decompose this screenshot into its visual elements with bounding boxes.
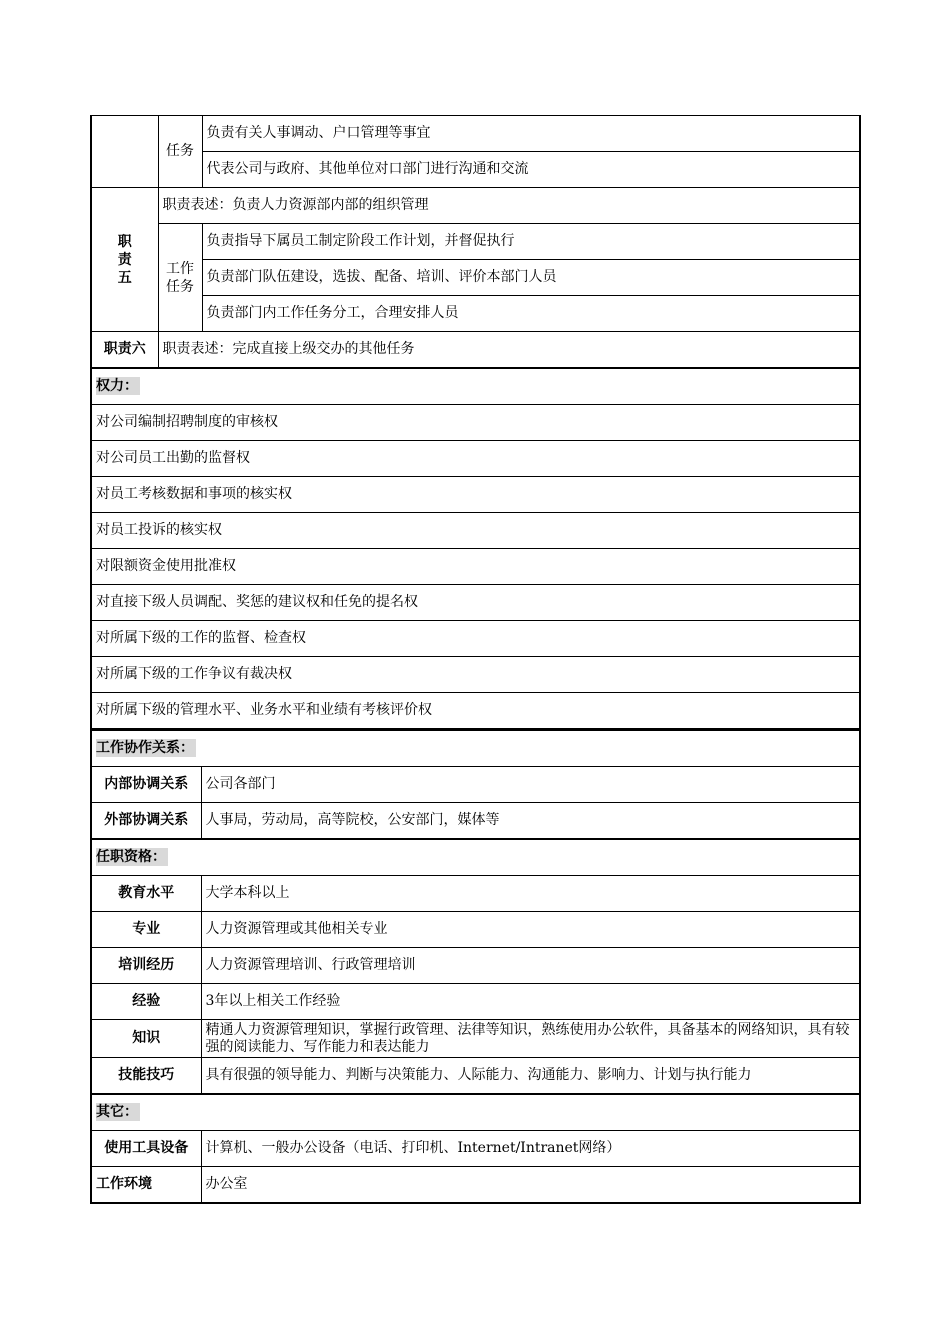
duty5-task-2: 负责部门队伍建设，选拔、配备、培训、评价本部门人员 [202,260,860,296]
other-value: 计算机、一般办公设备（电话、打印机、Internet/Intranet网络） [201,1131,860,1167]
relation-value: 人事局，劳动局，高等院校，公安部门，媒体等 [201,803,860,840]
powers-heading [91,368,860,405]
other-label: 工作环境 [91,1167,201,1204]
qualification-value: 大学本科以上 [201,876,860,912]
qualifications-heading [91,839,860,876]
powers-heading-text: 权力： [96,378,138,394]
duty4-task-2: 代表公司与政府、其他单位对口部门进行沟通和交流 [202,152,860,188]
qualification-value: 3年以上相关工作经验 [201,984,860,1020]
power-item: 对所属下级的工作争议有裁决权 [91,657,860,693]
power-item: 对公司员工出勤的监督权 [91,441,860,477]
qualification-label: 培训经历 [91,948,201,984]
job-description-table [90,115,859,1204]
duty5-label [91,188,158,332]
duty6-label: 职责六 [91,332,158,369]
duty6-statement: 职责表述：完成直接上级交办的其他任务 [158,332,860,369]
qualification-label: 经验 [91,984,201,1020]
duty5-task-label-line1: 工作 [166,260,194,277]
duty4-task-1: 负责有关人事调动、户口管理等事宜 [202,116,860,152]
duty4-task-label: 任务 [158,116,202,188]
qualification-label: 教育水平 [91,876,201,912]
power-item: 对公司编制招聘制度的审核权 [91,405,860,441]
power-item: 对所属下级的管理水平、业务水平和业绩有考核评价权 [91,693,860,729]
other-heading [91,1094,860,1131]
duty5-label-line1: 职 [117,233,132,250]
qualification-value: 人力资源管理或其他相关专业 [201,912,860,948]
other-heading-text: 其它： [96,1104,138,1120]
qualification-value: 人力资源管理培训、行政管理培训 [201,948,860,984]
duty5-label-line2: 责 [117,251,132,268]
duty5-task-1: 负责指导下属员工制定阶段工作计划，并督促执行 [202,224,860,260]
relations-heading [91,730,860,767]
qualification-label: 知识 [91,1020,201,1058]
qualifications-heading-text: 任职资格： [96,849,166,865]
qualification-value: 具有很强的领导能力、判断与决策能力、人际能力、沟通能力、影响力、计划与执行能力 [201,1058,860,1095]
duty5-statement: 职责表述：负责人力资源部内部的组织管理 [158,188,860,224]
relation-value: 公司各部门 [201,767,860,803]
duty5-label-line3: 五 [117,269,132,286]
qualification-value: 精通人力资源管理知识，掌握行政管理、法律等知识，熟练使用办公软件，具备基本的网络知识，具有较强的阅读能力、写作能力和表达能力 [201,1020,860,1058]
qualification-label: 技能技巧 [91,1058,201,1095]
duty5-task-3: 负责部门内工作任务分工，合理安排人员 [202,296,860,332]
other-value: 办公室 [201,1167,860,1204]
duty5-task-label [158,224,202,332]
relations-heading-text: 工作协作关系： [96,740,194,756]
qualification-label: 专业 [91,912,201,948]
power-item: 对员工考核数据和事项的核实权 [91,477,860,513]
power-item: 对员工投诉的核实权 [91,513,860,549]
duty4-label-cell [91,116,158,188]
duty5-task-label-line2: 任务 [166,278,194,295]
power-item: 对限额资金使用批准权 [91,549,860,585]
other-label: 使用工具设备 [91,1131,201,1167]
relation-label: 外部协调关系 [91,803,201,840]
power-item: 对直接下级人员调配、奖惩的建议权和任免的提名权 [91,585,860,621]
relation-label: 内部协调关系 [91,767,201,803]
power-item: 对所属下级的工作的监督、检查权 [91,621,860,657]
